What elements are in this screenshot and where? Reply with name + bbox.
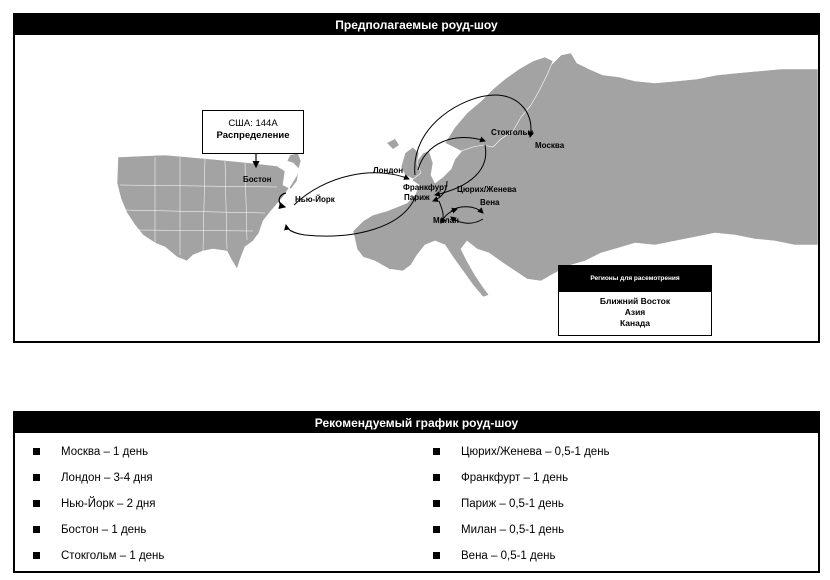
region-item: Канада: [619, 318, 650, 328]
schedule-item-text: Нью-Йорк – 2 дня: [61, 498, 156, 510]
schedule-item: [33, 543, 164, 569]
bullet-icon: [433, 474, 440, 481]
schedule-item-text: Стокгольм – 1 день: [61, 550, 165, 562]
bullet-icon: [33, 500, 40, 507]
usa-box-line1: США: 144А: [228, 118, 278, 129]
schedule-item: [433, 465, 610, 491]
schedule-right-column: [433, 439, 610, 569]
regions-box: [558, 265, 712, 336]
city-label-frankfurt: Франкфурт: [403, 183, 448, 192]
bullet-icon: [433, 526, 440, 533]
schedule-item-text: Франкфурт – 1 день: [461, 472, 569, 484]
city-label-zurich-geneva: Цюрих/Женева: [457, 185, 517, 194]
schedule-item-text: Лондон – 3-4 дня: [61, 472, 153, 484]
bullet-icon: [433, 448, 440, 455]
schedule-panel: [13, 411, 820, 573]
usa-box-line2: Распределение: [216, 130, 290, 141]
roadshow-map-panel: [13, 13, 820, 343]
schedule-item: [433, 491, 610, 517]
bullet-icon: [33, 448, 40, 455]
usa-landmass: [117, 153, 301, 269]
schedule-item-text: Вена – 0,5-1 день: [461, 550, 556, 562]
bullet-icon: [33, 474, 40, 481]
schedule-item: [33, 491, 164, 517]
bullet-icon: [433, 552, 440, 559]
bullet-icon: [33, 552, 40, 559]
city-label-london: Лондон: [373, 166, 404, 175]
schedule-item: [433, 543, 610, 569]
city-label-vienna: Вена: [480, 198, 500, 207]
city-label-milan: Милан: [433, 216, 459, 225]
schedule-item: [433, 517, 610, 543]
city-label-boston: Бостон: [243, 175, 272, 184]
schedule-left-column: [33, 439, 164, 569]
schedule-item-text: Милан – 0,5-1 день: [461, 524, 565, 536]
schedule-item-text: Цюрих/Женева – 0,5-1 день: [461, 446, 610, 458]
map-title: Предполагаемые роуд-шоу: [15, 15, 818, 35]
city-label-stockholm: Стокгольм: [491, 128, 534, 137]
schedule-item-text: Бостон – 1 день: [61, 524, 147, 536]
city-label-moscow: Москва: [535, 141, 565, 150]
schedule-item: [33, 517, 164, 543]
schedule-item: [433, 439, 610, 465]
bullet-icon: [33, 526, 40, 533]
schedule-item: [33, 439, 164, 465]
schedule-title: Рекомендуемый график роуд-шоу: [15, 413, 818, 433]
city-label-paris: Париж: [404, 193, 430, 202]
region-item: Азия: [624, 307, 646, 317]
city-label-newyork: Нью-Йорк: [295, 195, 335, 204]
usa-distribution-box: [202, 110, 304, 154]
regions-title: Регионы для расемотрения: [559, 266, 711, 292]
europe-landmass: [353, 53, 818, 297]
regions-list: [559, 292, 711, 329]
schedule-item-text: Москва – 1 день: [61, 446, 149, 458]
region-item: Ближний Восток: [599, 296, 671, 306]
bullet-icon: [433, 500, 440, 507]
schedule-item-text: Париж – 0,5-1 день: [461, 498, 564, 510]
schedule-item: [33, 465, 164, 491]
